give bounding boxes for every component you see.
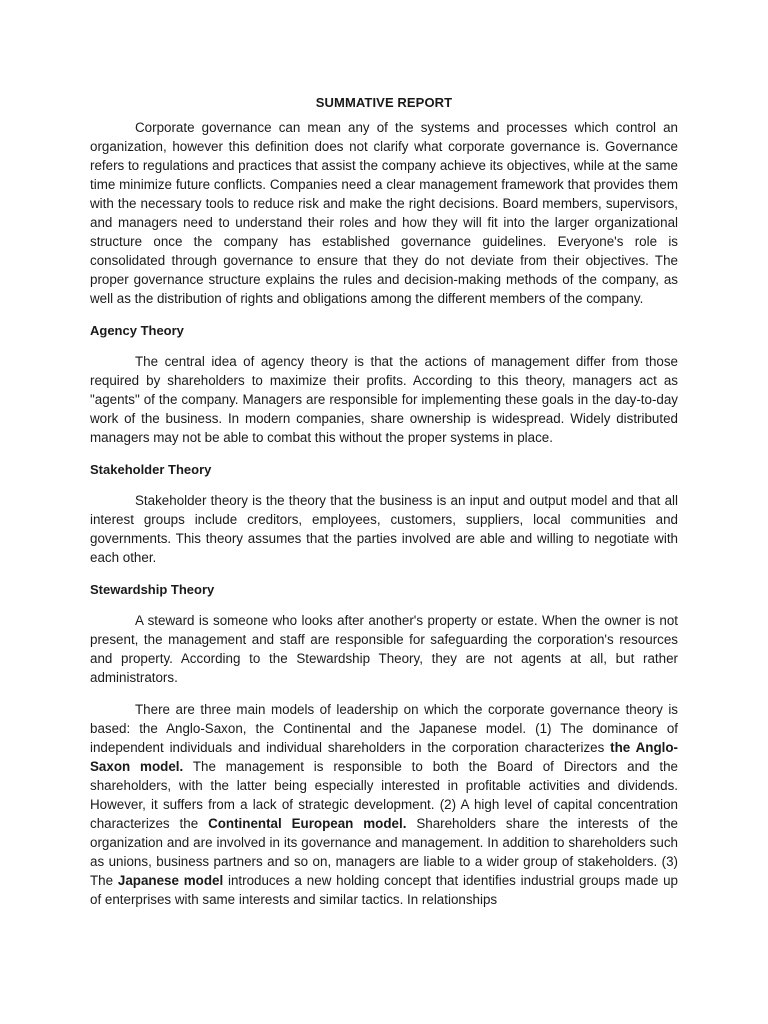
models-text-1: There are three main models of leadership on which the corporate governance theory is based: the Anglo-Saxon, the Continental and the Japanese model. (1) The dominance of independent individuals and individual shareholders in the corporation characterizes xyxy=(90,702,678,755)
models-text-3: Shareholders share the interests of the organization and are involved in its governance and management. In addition to shareholders such as unions, business partners and so on, managers are liable to a wider group of stakeholders. (3) The xyxy=(90,816,678,888)
intro-paragraph: Corporate governance can mean any of the systems and processes which control an organization, however this definition does not clarify what corporate governance is. Governance refers to regulations and practices that assist the company achieve its objectives, while at the same time minimize future conflicts. Companies need a clear management framework that provides them with the necessary tools to reduce risk and make the right decisions. Board members, supervisors, and managers need to understand their roles and how they will fit into the larger organizational structure once the company has established governance guidelines. Everyone's role is consolidated through governance to ensure that they do not deviate from their objectives. The proper governance structure explains the rules and decision-making methods of the company, as well as the distribution of rights and obligations among the different members of the company. xyxy=(90,120,678,306)
agency-theory-heading: Agency Theory xyxy=(90,323,184,338)
stakeholder-theory-heading: Stakeholder Theory xyxy=(90,462,212,477)
anglo-saxon-model-term: the Anglo-Saxon model. xyxy=(90,740,679,774)
models-text-2: The management is responsible to both the Board of Directors and the shareholders, with the latter being especially interested in profitable activities and dividends. However, it suffers from a lack of strategic development. (2) A high level of capital concentration characterizes the xyxy=(90,759,678,831)
stakeholder-theory-paragraph: Stakeholder theory is the theory that the business is an input and output model and that all interest groups include creditors, employees, customers, suppliers, local communities and governments. This theory assumes that the parties involved are able and willing to negotiate with each other. xyxy=(90,493,678,565)
continental-model-term: Continental European model. xyxy=(208,816,407,831)
document-body xyxy=(90,93,678,922)
japanese-model-term: Japanese model xyxy=(117,873,224,888)
agency-theory-paragraph: The central idea of agency theory is that the actions of management differ from those required by shareholders to maximize their profits. According to this theory, managers act as "agents" of the company. Managers are responsible for implementing these goals in the day-to-day work of the business. In modern companies, share ownership is widespread. Widely distributed managers may not be able to combat this without the proper systems in place. xyxy=(90,354,678,445)
governance-models-paragraph xyxy=(90,700,678,909)
stewardship-theory-paragraph: A steward is someone who looks after another's property or estate. When the owner is not present, the management and staff are responsible for safeguarding the corporation's resources and property. According to the Stewardship Theory, they are not agents at all, but rather administrators. xyxy=(90,613,678,685)
stewardship-theory-heading: Stewardship Theory xyxy=(90,582,215,597)
models-text-4: introduces a new holding concept that identifies industrial groups made up of enterprises with same interests and similar tactics. In relationships xyxy=(90,873,678,907)
report-title: SUMMATIVE REPORT xyxy=(315,95,453,110)
